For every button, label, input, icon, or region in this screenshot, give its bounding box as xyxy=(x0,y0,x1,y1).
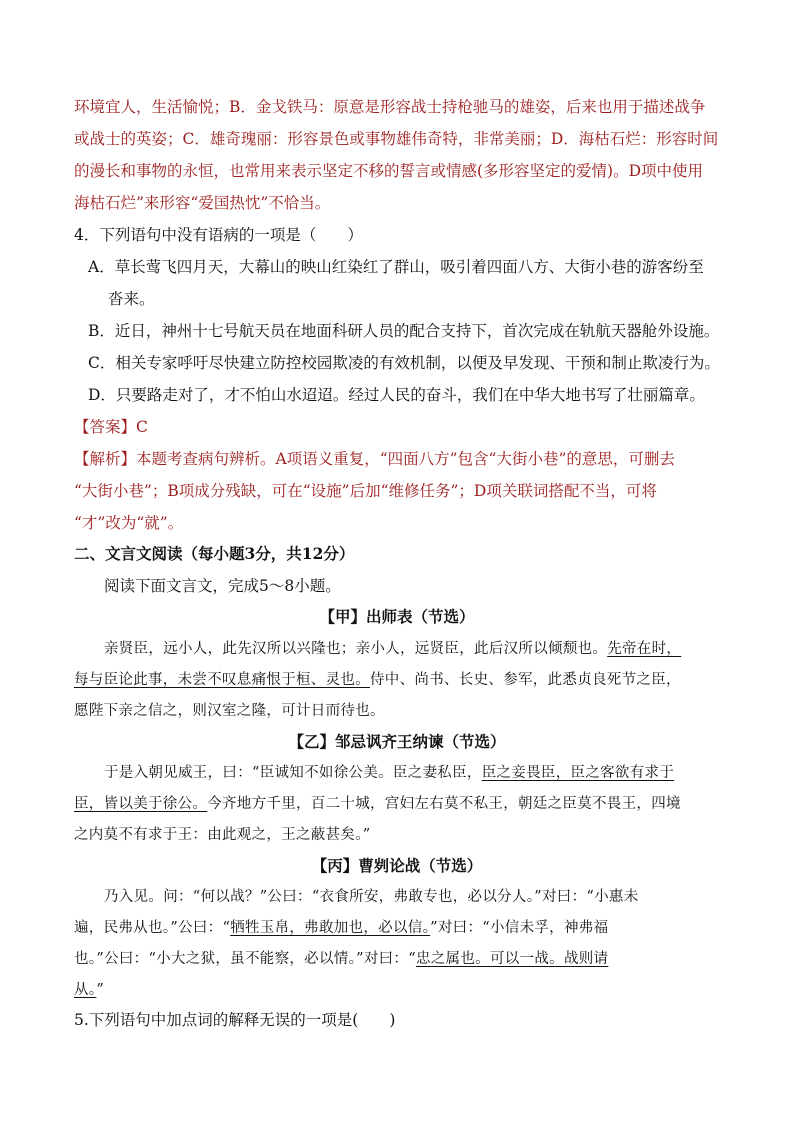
passage-text: 侍中、尚书、长史、参军，此悉贞良死节之臣， xyxy=(370,672,681,688)
section-heading: 二、文言文阅读（每小题3分，共12分） xyxy=(74,544,355,563)
passage-jia-line xyxy=(74,669,734,691)
passage-text: 亲贤臣，远小人，此先汉所以兴隆也；亲小人，远贤臣，此后汉所以倾颓也。 xyxy=(104,641,608,657)
underlined-text: 臣，皆以美于徐公。 xyxy=(74,796,208,812)
explanation-line: 环境宜人，生活愉悦；B．金戈铁马：原意是形容战士持枪驰马的雄姿，后来也用于描述战争 xyxy=(74,98,706,116)
explanation-line: 或战士的英姿；C．雄奇瑰丽：形容景色或事物雄伟奇特，非常美丽；D．海枯石烂：形容时间 xyxy=(74,130,719,148)
passage-title-yi: 【乙】邹忌讽齐王纳谏（节选） xyxy=(288,732,506,751)
explanation-line: “大街小巷”；B项成分残缺，可在“设施”后加“维修任务”；D项关联词搭配不当，可将 xyxy=(74,482,657,500)
passage-text: ”对曰：“小信未孚，神弗福 xyxy=(430,920,609,936)
passage-text: 也。”公曰：“小大之狱，虽不能察，必以情。”对曰：“ xyxy=(74,951,416,967)
passage-jia-line xyxy=(104,638,764,660)
option-a-continued: 沓来。 xyxy=(108,290,155,308)
passage-title-jia: 【甲】出师表（节选） xyxy=(319,607,475,626)
passage-text: ” xyxy=(96,982,105,998)
underlined-text: 牺牲玉帛，弗敢加也，必以信。 xyxy=(230,920,431,936)
passage-title-bing: 【丙】曹刿论战（节选） xyxy=(311,856,483,875)
option-c: C．相关专家呼吁尽快建立防控校园欺凌的有效机制，以便及早发现、干预和制止欺凌行为。 xyxy=(88,354,720,372)
passage-yi-line: 之内莫不有求于王：由此观之，王之蔽甚矣。” xyxy=(74,827,371,843)
explanation-line: “才”改为“就”。 xyxy=(74,514,184,532)
passage-yi-line xyxy=(104,762,764,784)
passage-text: 于是入朝见威王，曰：“臣诚知不如徐公美。臣之妻私臣， xyxy=(104,765,482,781)
option-a: A．草长莺飞四月天，大幕山的映山红染红了群山，吸引着四面八方、大街小巷的游客纷至 xyxy=(88,258,704,276)
option-b: B．近日，神州十七号航天员在地面科研人员的配合支持下，首次完成在轨航天器舱外设施。 xyxy=(88,322,720,340)
option-d: D．只要路走对了，才不怕山水迢迢。经过人民的奋斗，我们在中华大地书写了壮丽篇章。 xyxy=(88,386,705,404)
underlined-text: 每与臣论此事，未尝不叹息痛恨于桓、灵也。 xyxy=(74,672,370,688)
passage-text: 今齐地方千里，百二十城，宫妇左右莫不私王，朝廷之臣莫不畏王，四境 xyxy=(207,796,681,812)
passage-bing-line xyxy=(74,948,734,970)
passage-bing-line xyxy=(74,917,734,939)
passage-bing-line: 乃入见。问：“何以战？”公曰：“衣食所安，弗敢专也，必以分人。”对曰：“小惠未 xyxy=(104,889,639,905)
answer: 【答案】C xyxy=(74,418,148,436)
section-instruction: 阅读下面文言文，完成5～8小题。 xyxy=(104,577,341,595)
question-stem: 5.下列语句中加点词的解释无误的一项是( ) xyxy=(74,1011,396,1029)
passage-yi-line xyxy=(74,793,734,815)
underlined-text: 先帝在时， xyxy=(607,641,682,657)
underlined-text: 从。 xyxy=(74,982,97,998)
explanation-line: 【解析】本题考查病句辨析。A项语义重复，“四面八方”包含“大街小巷”的意思，可删去 xyxy=(74,450,675,468)
passage-bing-line xyxy=(74,979,734,1001)
underlined-text: 忠之属也。可以一战。战则请 xyxy=(415,951,609,967)
explanation-line: 海枯石烂”来形容“爱国热忱”不恰当。 xyxy=(74,194,331,212)
passage-text: 遍，民弗从也。”公曰：“ xyxy=(74,920,231,936)
passage-jia-line: 愿陛下亲之信之，则汉室之隆，可计日而待也。 xyxy=(74,703,385,719)
question-stem: 4．下列语句中没有语病的一项是（ ） xyxy=(74,226,363,244)
explanation-line: 的漫长和事物的永恒，也常用来表示坚定不移的誓言或情感(多形容坚定的爱情)。D项中使用 xyxy=(74,162,704,180)
underlined-text: 臣之妾畏臣，臣之客欲有求于 xyxy=(481,765,675,781)
